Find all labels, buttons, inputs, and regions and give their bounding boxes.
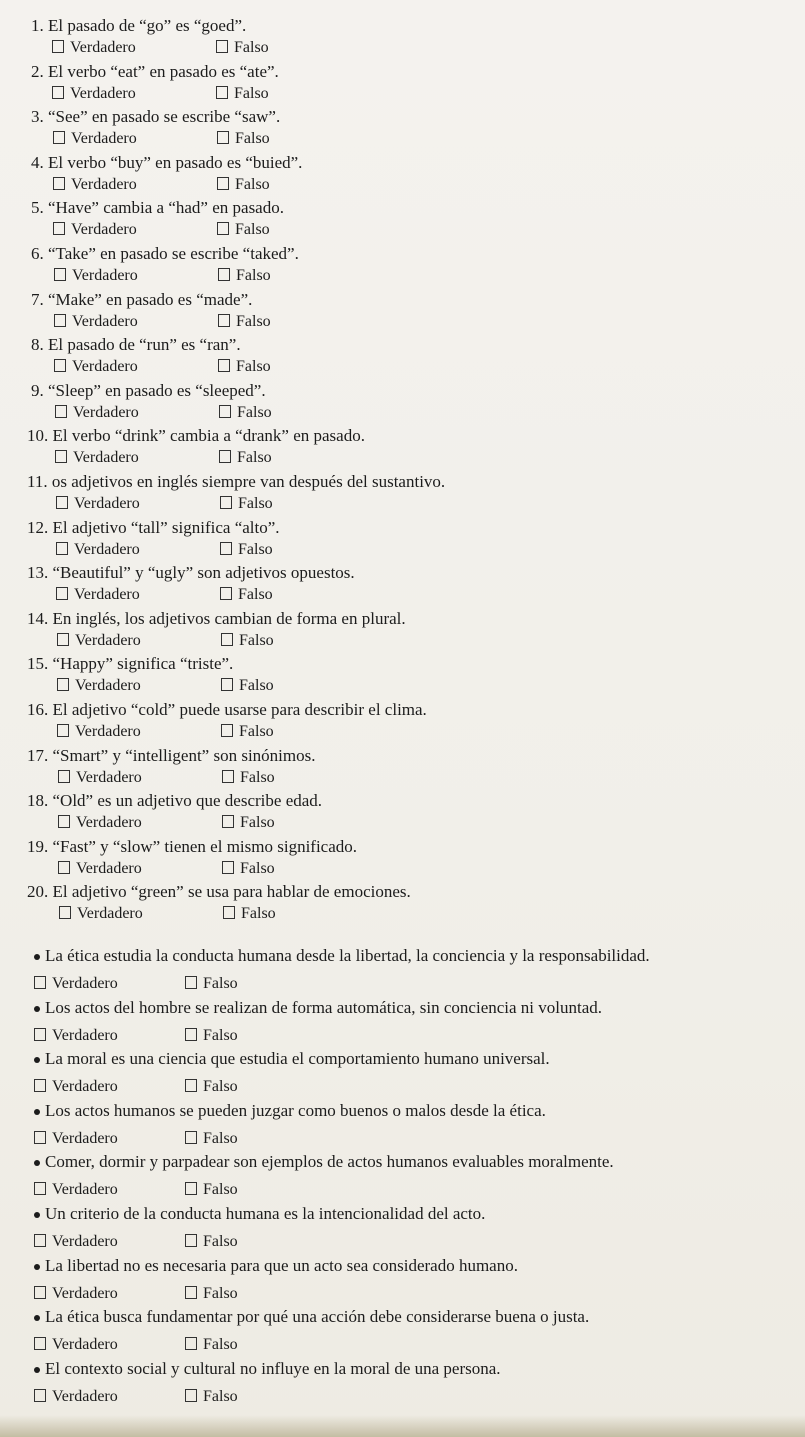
checkbox-false[interactable] [218, 359, 230, 372]
question-number: 10. [27, 426, 49, 446]
true-label: Verdadero [52, 1181, 118, 1199]
question-text [31, 16, 246, 36]
false-option[interactable] [222, 813, 275, 833]
statement-text: La libertad no es necesaria para que un acto sea considerado humano. [45, 1255, 518, 1275]
true-label: Verdadero [72, 267, 138, 284]
statement-text: Los actos del hombre se realizan de forma automática, sin conciencia ni voluntad. [45, 997, 603, 1017]
question-text [31, 198, 284, 218]
true-option[interactable] [55, 448, 139, 468]
statement-item [0, 1152, 805, 1204]
question-number: 19. [27, 836, 49, 856]
statement-text: Comer, dormir y parpadear son ejemplos de actos humanos evaluables moralmente. [45, 1152, 614, 1172]
false-option[interactable] [185, 1335, 238, 1355]
true-option[interactable] [52, 84, 136, 104]
false-label: Falso [239, 723, 274, 740]
true-option[interactable] [58, 768, 142, 788]
question-number: 4. [31, 152, 44, 172]
checkbox-true[interactable] [56, 496, 68, 509]
question-text [27, 746, 316, 766]
question-statement: El pasado de “go” es “goed”. [48, 16, 247, 35]
question-item [0, 62, 805, 107]
true-option[interactable] [59, 904, 143, 924]
checkbox-false[interactable] [218, 268, 230, 281]
statement-item [0, 1359, 805, 1411]
question-number: 7. [31, 289, 44, 309]
false-label: Falso [240, 768, 275, 786]
false-label: Falso [203, 975, 238, 992]
question-number: 5. [31, 198, 44, 218]
false-label: Falso [237, 449, 272, 467]
bullet-icon [34, 954, 40, 960]
bullet-icon [34, 1367, 40, 1373]
true-label: Verdadero [72, 358, 138, 376]
true-label: Verdadero [73, 403, 139, 421]
statement-item [0, 998, 805, 1050]
question-text [31, 62, 279, 82]
false-label: Falso [235, 130, 270, 148]
true-option[interactable] [57, 676, 141, 696]
checkbox-false[interactable] [185, 1028, 197, 1041]
false-label: Falso [239, 677, 274, 695]
question-statement: “Beautiful” y “ugly” son adjetivos opuestos. [52, 563, 355, 583]
question-text [27, 791, 322, 811]
false-option[interactable] [185, 1232, 238, 1252]
true-label: Verdadero [75, 677, 141, 695]
statement-item [0, 1256, 805, 1308]
true-label: Verdadero [73, 449, 139, 467]
question-text [31, 290, 252, 310]
checkbox-false[interactable] [185, 1182, 197, 1195]
question-statement: “See” en pasado se escribe “saw”. [48, 107, 281, 127]
false-label: Falso [235, 175, 270, 193]
question-statement: “Make” en pasado es “made”. [48, 289, 253, 309]
false-option[interactable] [216, 84, 269, 104]
checkbox-false[interactable] [223, 906, 235, 919]
false-option[interactable] [185, 1026, 238, 1046]
question-item [0, 153, 805, 198]
statement-text: La moral es una ciencia que estudia el comportamiento humano universal. [45, 1049, 550, 1069]
checkbox-true[interactable] [57, 724, 69, 737]
true-option[interactable] [54, 266, 138, 286]
question-item [0, 244, 805, 289]
true-label: Verdadero [52, 975, 118, 992]
false-option[interactable] [216, 38, 269, 58]
question-statement: “Fast” y “slow” tienen el mismo significado. [52, 836, 358, 856]
question-item [0, 472, 805, 517]
false-label: Falso [203, 1233, 238, 1250]
false-option[interactable] [185, 1077, 238, 1097]
question-item [0, 654, 805, 699]
true-label: Verdadero [52, 1387, 118, 1405]
true-option[interactable] [56, 494, 140, 514]
question-item [0, 107, 805, 152]
false-label: Falso [234, 84, 269, 102]
checkbox-true[interactable] [57, 678, 69, 691]
true-option[interactable] [53, 220, 137, 240]
question-text [27, 609, 406, 629]
true-option[interactable] [58, 859, 142, 879]
false-option[interactable] [219, 403, 272, 423]
question-number: 8. [31, 335, 44, 355]
question-statement: “Happy” significa “triste”. [52, 654, 234, 674]
false-option[interactable] [219, 448, 272, 468]
checkbox-false[interactable] [185, 1286, 197, 1299]
false-label: Falso [239, 631, 274, 649]
false-option[interactable] [223, 904, 276, 924]
checkbox-false[interactable] [185, 1337, 197, 1350]
true-option[interactable] [53, 175, 137, 195]
false-option[interactable] [217, 175, 270, 195]
statement-text: Un criterio de la conducta humana es la intencionalidad del acto. [45, 1204, 486, 1223]
true-label: Verdadero [72, 312, 138, 330]
true-label: Verdadero [74, 586, 140, 604]
checkbox-false[interactable] [185, 1079, 197, 1092]
question-text [31, 107, 280, 127]
true-label: Verdadero [52, 1336, 118, 1354]
true-option[interactable] [34, 1129, 118, 1149]
true-label: Verdadero [52, 1129, 118, 1147]
statement-text: La ética estudia la conducta humana desde la libertad, la conciencia y la responsabilidad. [45, 946, 650, 965]
false-option[interactable] [185, 1180, 238, 1200]
false-label: Falso [235, 221, 270, 239]
false-label: Falso [240, 859, 275, 877]
false-label: Falso [238, 540, 273, 558]
question-statement: El pasado de “run” es “ran”. [48, 335, 241, 355]
checkbox-false[interactable] [221, 633, 233, 646]
question-item [0, 700, 805, 745]
true-label: Verdadero [76, 814, 142, 832]
false-label: Falso [203, 1387, 238, 1405]
question-statement: “Take” en pasado se escribe “taked”. [48, 244, 299, 263]
false-option[interactable] [222, 859, 275, 879]
checkbox-true[interactable] [57, 633, 69, 646]
question-text [31, 244, 299, 264]
checkbox-false[interactable] [185, 1234, 197, 1247]
false-option[interactable] [220, 585, 273, 605]
checkbox-true[interactable] [56, 542, 68, 555]
question-item [0, 426, 805, 471]
true-label: Verdadero [75, 723, 141, 740]
false-label: Falso [203, 1026, 238, 1044]
statement-item [0, 1049, 805, 1101]
checkbox-true[interactable] [34, 1131, 46, 1144]
true-label: Verdadero [52, 1078, 118, 1096]
question-item [0, 837, 805, 882]
question-item [0, 563, 805, 608]
question-number: 2. [31, 61, 44, 81]
question-text [31, 335, 241, 355]
question-text [27, 472, 445, 492]
question-text [27, 700, 427, 720]
bullet-icon [34, 1315, 40, 1321]
checkbox-true[interactable] [34, 1079, 46, 1092]
statement-item [0, 946, 805, 998]
checkbox-false[interactable] [185, 976, 197, 989]
true-option[interactable] [53, 129, 137, 149]
checkbox-true[interactable] [59, 906, 71, 919]
true-option[interactable] [56, 585, 140, 605]
true-option[interactable] [55, 403, 139, 423]
question-item [0, 381, 805, 426]
question-statement: El adjetivo “tall” significa “alto”. [52, 517, 280, 537]
checkbox-false[interactable] [217, 131, 229, 144]
false-option[interactable] [185, 974, 238, 994]
checkbox-false[interactable] [218, 314, 230, 327]
question-item [0, 518, 805, 563]
true-label: Verdadero [70, 84, 136, 102]
checkbox-true[interactable] [34, 1028, 46, 1041]
question-text [31, 381, 266, 401]
question-item [0, 882, 805, 927]
true-label: Verdadero [75, 631, 141, 649]
false-label: Falso [236, 267, 271, 284]
question-text [27, 837, 357, 857]
true-option[interactable] [34, 1232, 118, 1252]
checkbox-true[interactable] [55, 450, 67, 463]
checkbox-false[interactable] [217, 177, 229, 190]
checkbox-false[interactable] [221, 678, 233, 691]
true-label: Verdadero [76, 768, 142, 786]
true-option[interactable] [54, 357, 138, 377]
checkbox-false[interactable] [222, 861, 234, 874]
question-number: 15. [27, 654, 49, 674]
question-statement: El adjetivo “cold” puede usarse para describir el clima. [52, 700, 427, 719]
false-option[interactable] [185, 1129, 238, 1149]
question-number: 3. [31, 107, 44, 127]
true-option[interactable] [34, 974, 118, 994]
statement-item [0, 1204, 805, 1256]
bullet-icon [34, 1264, 40, 1270]
statement-text: El contexto social y cultural no influye en la moral de una persona. [45, 1358, 501, 1378]
question-item [0, 609, 805, 654]
false-option[interactable] [220, 540, 273, 560]
false-label: Falso [203, 1078, 238, 1096]
checkbox-true[interactable] [58, 815, 70, 828]
false-label: Falso [203, 1284, 238, 1302]
true-option[interactable] [34, 1180, 118, 1200]
question-statement: “Sleep” en pasado es “sleeped”. [48, 380, 266, 400]
checkbox-false[interactable] [219, 450, 231, 463]
checkbox-true[interactable] [34, 1337, 46, 1350]
question-statement: En inglés, los adjetivos cambian de forma en plural. [52, 608, 406, 628]
true-option[interactable] [34, 1387, 118, 1407]
false-option[interactable] [218, 312, 271, 332]
false-option[interactable] [222, 768, 275, 788]
true-option[interactable] [58, 813, 142, 833]
true-option[interactable] [34, 1077, 118, 1097]
question-item [0, 335, 805, 380]
question-statement: El verbo “buy” en pasado es “buied”. [48, 152, 303, 172]
false-label: Falso [237, 403, 272, 421]
checkbox-false[interactable] [220, 496, 232, 509]
question-item [0, 791, 805, 836]
statement-item [0, 1307, 805, 1359]
false-label: Falso [238, 586, 273, 604]
question-number: 14. [27, 608, 49, 628]
true-option[interactable] [52, 38, 136, 58]
checkbox-false[interactable] [220, 587, 232, 600]
question-statement: El verbo “eat” en pasado es “ate”. [48, 61, 279, 81]
question-text [27, 518, 280, 538]
question-number: 20. [27, 882, 49, 902]
false-option[interactable] [217, 129, 270, 149]
true-option[interactable] [57, 631, 141, 651]
false-option[interactable] [218, 357, 271, 377]
false-option[interactable] [221, 722, 274, 742]
false-label: Falso [236, 312, 271, 330]
question-number: 1. [31, 16, 44, 35]
true-option[interactable] [54, 312, 138, 332]
false-label: Falso [236, 358, 271, 376]
question-statement: “Old” es un adjetivo que describe edad. [52, 791, 323, 811]
question-text [27, 563, 355, 583]
question-number: 11. [27, 472, 48, 491]
question-item [0, 198, 805, 243]
checkbox-true[interactable] [53, 177, 65, 190]
true-label: Verdadero [74, 540, 140, 558]
checkbox-true[interactable] [34, 1286, 46, 1299]
false-label: Falso [203, 1129, 238, 1147]
bullet-icon [34, 1160, 40, 1166]
question-number: 17. [27, 745, 49, 765]
false-option[interactable] [221, 631, 274, 651]
true-label: Verdadero [71, 221, 137, 239]
checkbox-true[interactable] [34, 1234, 46, 1247]
false-label: Falso [240, 814, 275, 832]
false-label: Falso [203, 1336, 238, 1354]
checkbox-true[interactable] [52, 40, 64, 53]
checkbox-false[interactable] [216, 86, 228, 99]
question-text [27, 426, 365, 446]
false-option[interactable] [220, 494, 273, 514]
checkbox-false[interactable] [216, 40, 228, 53]
false-option[interactable] [185, 1284, 238, 1304]
true-label: Verdadero [74, 495, 140, 512]
question-number: 13. [27, 563, 49, 583]
true-option[interactable] [34, 1335, 118, 1355]
question-number: 6. [31, 244, 44, 263]
statement-item [0, 1101, 805, 1153]
checkbox-false[interactable] [222, 815, 234, 828]
checkbox-false[interactable] [221, 724, 233, 737]
question-text [27, 882, 411, 902]
false-option[interactable] [218, 266, 271, 286]
true-option[interactable] [34, 1026, 118, 1046]
question-item [0, 290, 805, 335]
false-option[interactable] [221, 676, 274, 696]
question-number: 9. [31, 380, 44, 400]
checkbox-true[interactable] [34, 1182, 46, 1195]
checkbox-false[interactable] [219, 405, 231, 418]
true-label: Verdadero [52, 1284, 118, 1302]
checkbox-true[interactable] [54, 268, 66, 281]
question-number: 16. [27, 700, 49, 719]
checkbox-false[interactable] [222, 770, 234, 783]
checkbox-false[interactable] [217, 222, 229, 235]
question-number: 12. [27, 517, 49, 537]
false-label: Falso [241, 905, 276, 923]
statement-text: Los actos humanos se pueden juzgar como buenos o malos desde la ética. [45, 1100, 546, 1120]
checkbox-false[interactable] [185, 1131, 197, 1144]
question-statement: El verbo “drink” cambia a “drank” en pasado. [52, 426, 365, 446]
checkbox-true[interactable] [54, 359, 66, 372]
checkbox-true[interactable] [56, 587, 68, 600]
bullet-icon [34, 1212, 40, 1218]
checkbox-false[interactable] [220, 542, 232, 555]
true-option[interactable] [56, 540, 140, 560]
true-option[interactable] [57, 722, 141, 742]
checkbox-true[interactable] [53, 222, 65, 235]
question-number: 18. [27, 791, 49, 811]
true-label: Verdadero [76, 859, 142, 877]
true-label: Verdadero [71, 175, 137, 193]
question-item [0, 746, 805, 791]
checkbox-true[interactable] [54, 314, 66, 327]
bullet-icon [34, 1057, 40, 1063]
checkbox-false[interactable] [185, 1389, 197, 1402]
true-label: Verdadero [52, 1233, 118, 1250]
question-text [27, 654, 233, 674]
checkbox-true[interactable] [55, 405, 67, 418]
true-label: Verdadero [77, 905, 143, 923]
false-option[interactable] [217, 220, 270, 240]
false-option[interactable] [185, 1387, 238, 1407]
false-label: Falso [203, 1181, 238, 1199]
true-label: Verdadero [70, 39, 136, 56]
bullet-icon [34, 1006, 40, 1012]
false-label: Falso [238, 495, 273, 512]
question-text [31, 153, 302, 173]
question-statement: “Have” cambia a “had” en pasado. [48, 198, 284, 218]
checkbox-true[interactable] [58, 770, 70, 783]
true-label: Verdadero [52, 1026, 118, 1044]
statement-text: La ética busca fundamentar por qué una acción debe considerarse buena o justa. [45, 1307, 590, 1327]
true-option[interactable] [34, 1284, 118, 1304]
checkbox-true[interactable] [53, 131, 65, 144]
question-statement: El adjetivo “green” se usa para hablar de emociones. [52, 882, 411, 902]
question-statement: os adjetivos en inglés siempre van después del sustantivo. [51, 472, 446, 491]
bullet-icon [34, 1109, 40, 1115]
checkbox-true[interactable] [34, 1389, 46, 1402]
true-label: Verdadero [71, 130, 137, 148]
checkbox-true[interactable] [34, 976, 46, 989]
question-item [0, 16, 805, 61]
checkbox-true[interactable] [52, 86, 64, 99]
false-label: Falso [234, 39, 269, 56]
question-statement: “Smart” y “intelligent” son sinónimos. [52, 745, 316, 765]
checkbox-true[interactable] [58, 861, 70, 874]
